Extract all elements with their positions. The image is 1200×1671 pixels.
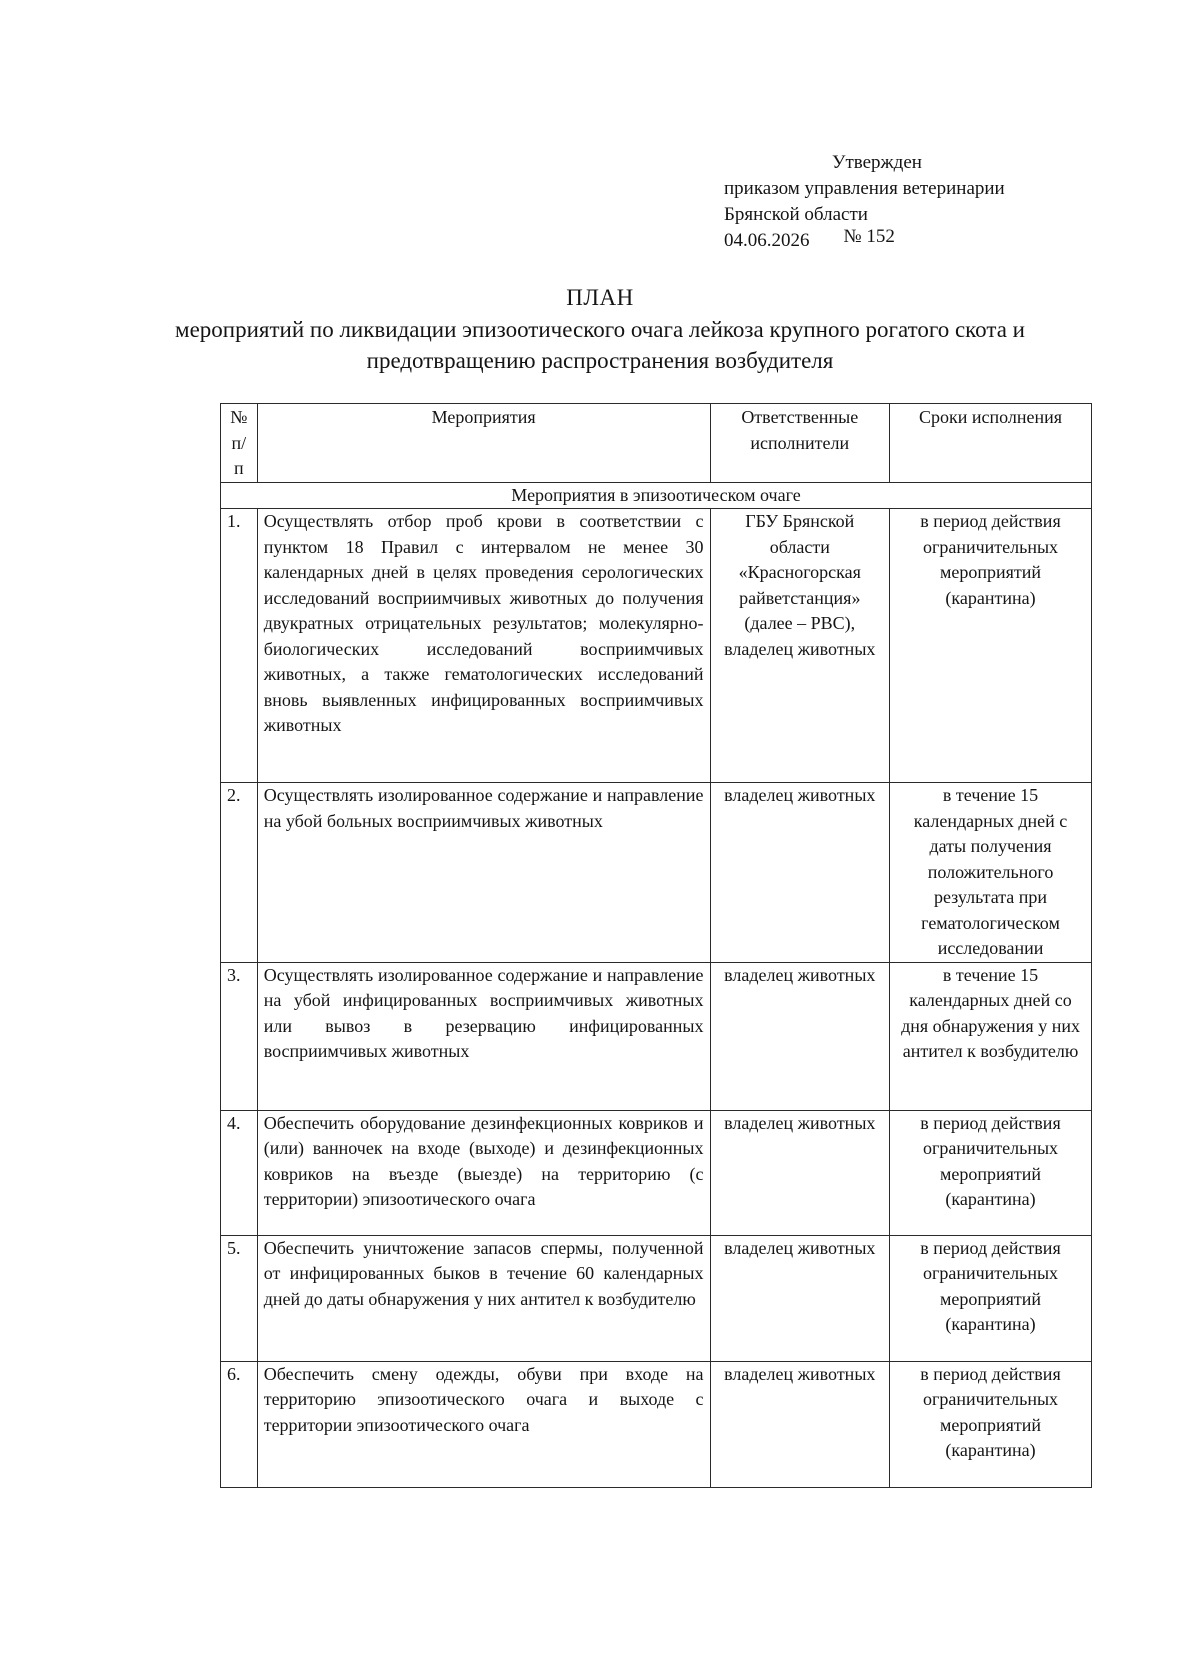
plan-table <box>220 403 1092 1488</box>
row-responsible: владелец животных <box>710 962 890 1110</box>
approval-region-line: Брянской области <box>724 204 868 225</box>
table-row <box>221 962 1092 1110</box>
table-row <box>221 509 1092 783</box>
row-term: в период действия ограничительных мероприятий (карантина) <box>890 1110 1092 1235</box>
page-subtitle: мероприятий по ликвидации эпизоотического очага лейкоза крупного рогатого скота и предотвращению распространения возбудителя <box>175 317 1025 373</box>
row-num: 4. <box>221 1110 258 1235</box>
row-responsible: ГБУ Брянской области «Красногорская райветстанция» (далее – РВС), владелец животных <box>710 509 890 783</box>
row-term: в период действия ограничительных мероприятий (карантина) <box>890 1361 1092 1487</box>
section-row <box>221 482 1092 509</box>
row-num: 5. <box>221 1235 258 1361</box>
row-term: в период действия ограничительных мероприятий (карантина) <box>890 1235 1092 1361</box>
row-num: 1. <box>221 509 258 783</box>
row-term: в течение 15 календарных дней со дня обнаружения у них антител к возбудителю <box>890 962 1092 1110</box>
table-row <box>221 1110 1092 1235</box>
table-row <box>221 1361 1092 1487</box>
row-responsible: владелец животных <box>710 1110 890 1235</box>
header-activity: Мероприятия <box>257 404 710 483</box>
approval-label: Утвержден <box>832 152 922 173</box>
approval-order-line: приказом управления ветеринарии <box>724 178 1005 199</box>
row-term: в течение 15 календарных дней с даты получения положительного результата при гематологическом исследовании <box>890 783 1092 963</box>
header-term: Сроки исполнения <box>890 404 1092 483</box>
table-row <box>221 1235 1092 1361</box>
row-num: 6. <box>221 1361 258 1487</box>
header-num: № п/п <box>221 404 258 483</box>
row-term: в период действия ограничительных мероприятий (карантина) <box>890 509 1092 783</box>
row-activity: Осуществлять изолированное содержание и направление на убой инфицированных восприимчивых животных или вывоз в резервацию инфицированных восприимчивых животных <box>257 962 710 1110</box>
approval-date: 04.06.2026 <box>724 230 810 251</box>
approval-number: № 152 <box>843 226 895 247</box>
table-header-row <box>221 404 1092 483</box>
row-responsible: владелец животных <box>710 1361 890 1487</box>
row-activity: Обеспечить смену одежды, обуви при входе на территорию эпизоотического очага и выходе с территории эпизоотического очага <box>257 1361 710 1487</box>
approval-date-line <box>724 228 1104 254</box>
table-row <box>221 783 1092 963</box>
approval-block <box>724 150 1104 254</box>
row-activity: Осуществлять изолированное содержание и направление на убой больных восприимчивых животных <box>257 783 710 963</box>
row-responsible: владелец животных <box>710 1235 890 1361</box>
row-num: 2. <box>221 783 258 963</box>
section-title: Мероприятия в эпизоотическом очаге <box>221 482 1092 509</box>
page-title: ПЛАН <box>566 285 634 310</box>
row-activity: Обеспечить уничтожение запасов спермы, полученной от инфицированных быков в течение 60 календарных дней до даты обнаружения у них антител к возбудителю <box>257 1235 710 1361</box>
row-activity: Осуществлять отбор проб крови в соответствии с пунктом 18 Правил с интервалом не менее 30 календарных дней в целях проведения серологических исследований восприимчивых животных до получения двукратных отрицательных результатов; молекулярно-биологических исследований восприимчивых животных, а также гематологических исследований вновь выявленных инфицированных восприимчивых животных <box>257 509 710 783</box>
row-num: 3. <box>221 962 258 1110</box>
row-responsible: владелец животных <box>710 783 890 963</box>
row-activity: Обеспечить оборудование дезинфекционных ковриков и (или) ванночек на входе (выходе) и дезинфекционных ковриков на въезде (выезде) на территорию (с территории) эпизоотического очага <box>257 1110 710 1235</box>
header-responsible: Ответственные исполнители <box>710 404 890 483</box>
